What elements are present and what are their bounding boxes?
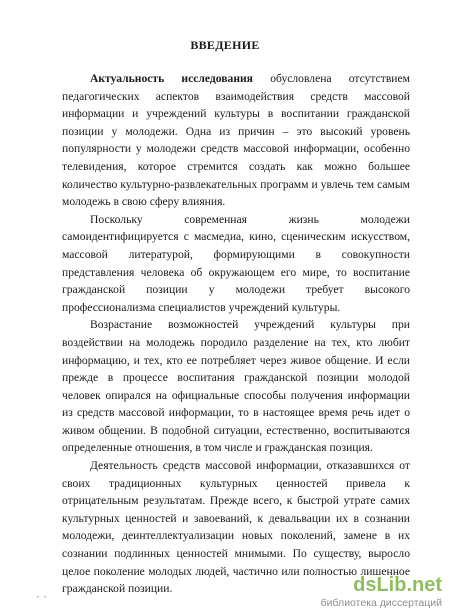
paragraph-2: Поскольку современная жизнь молодежи самоидентифицируется с масмедиа, кино, сценическим искусством, массовой литературой, формирующими в совокупности представления человека об окружающем его мире, то воспитание гражданской позиции у молодежи требует высокого профессионализма специалистов учреждений культуры.	[62, 212, 410, 314]
page-title: ВВЕДЕНИЕ	[190, 38, 260, 52]
document-body	[62, 70, 410, 598]
footer-marks: • •	[36, 594, 47, 601]
lead-phrase: Актуальность исследования	[90, 72, 253, 85]
watermark	[312, 574, 442, 609]
paragraph-3: Возрастание возможностей учреждений культуры при воздействии на молодежь породило разделение на тех, кто любит информацию, и тех, кто ее потребляет через живое общение. И если прежде в процессе воспитания гражданской позиции молодой человек опирался на официальные способы получения информации из средств массовой информации, то в настоящее время речь идет о живом общении. В подобной ситуации, естественно, воспитываются определенные отношения, в том числе и гражданская позиция.	[62, 318, 410, 455]
watermark-logo: dsLib.net	[353, 574, 442, 596]
watermark-subtitle: библиотека диссертаций	[320, 597, 442, 609]
paragraph-4: Деятельность средств массовой информации, отказавшихся от своих традиционных культурных ценностей привела к отрицательным результатам. Прежде всего, к быстрой утрате самих культурных ценностей и завоеваний, к девальвации их в сознании молодежи, деинтеллектуализации новых поколений, замене в их сознании подлинных ценностей мнимыми. По существу, выросло целое поколение молодых людей, частично или полностью лишенное гражданской позиции.	[62, 459, 410, 596]
paragraph-1	[62, 70, 410, 211]
paragraph-1-text: обусловлена отсутствием педагогических аспектов взаимодействия средств массовой информации и учреждений культуры в воспитании гражданской позиции у молодежи. Одна из причин – это высокий уровень популярности у молодежи средств массовой информации, особенно телевидения, которое стремится создать как можно большее количество культурно-развлекательных программ и увлечь тем самым молодежь в свою сферу влияния.	[62, 72, 410, 209]
